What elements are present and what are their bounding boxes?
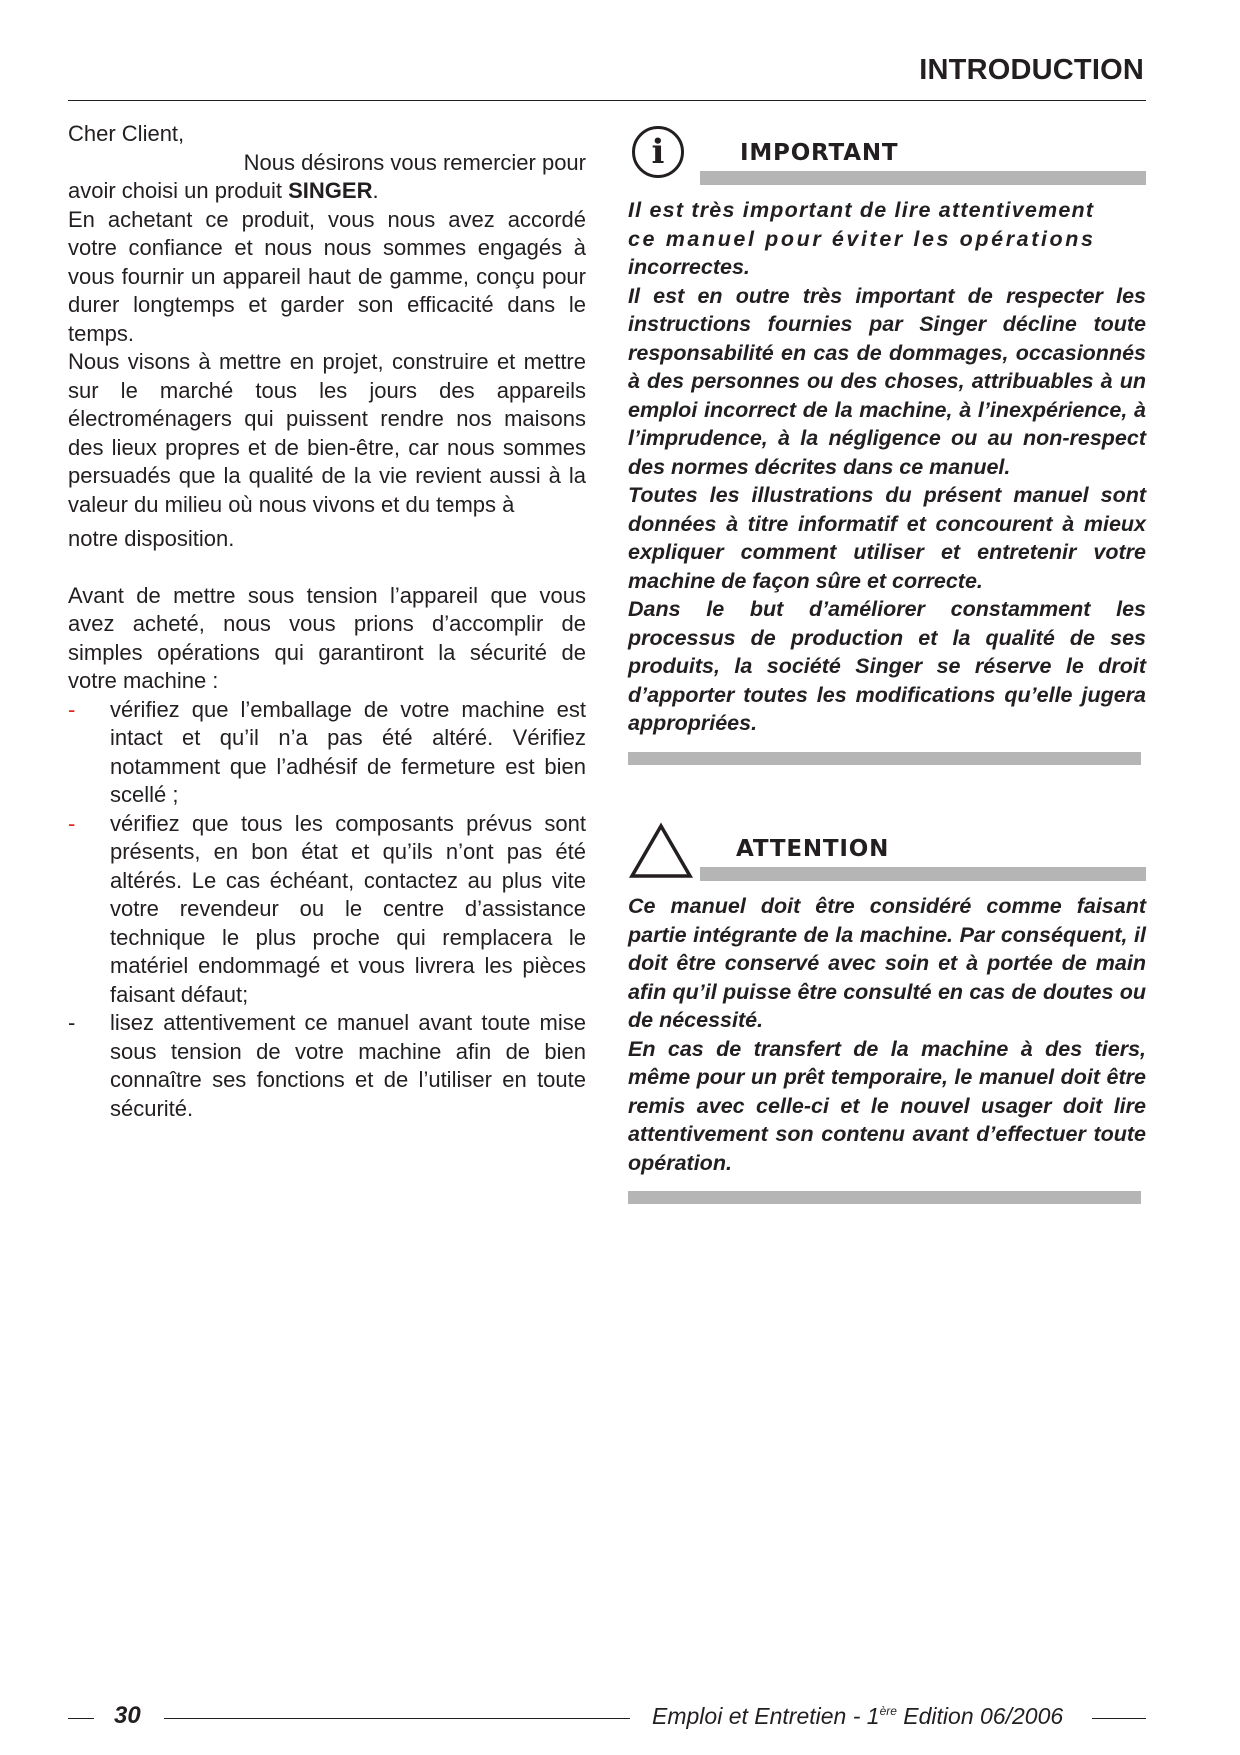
footer-rule-right [1092,1718,1146,1719]
important-paragraph-4: Dans le but d’améliorer constamment les processus de production et la qualité de ses produits, la société Singer se réserve le droit d’apporter toutes les modifications qu’elle jugera appropriées. [628,597,1146,735]
greeting: Cher Client, [68,121,185,146]
page-title: INTRODUCTION [919,54,1144,86]
header-divider [68,100,1146,101]
important-header [628,126,1146,186]
list-item: - vérifiez que tous les composants prévus sont présents, en bon état et qu’ils n’ont pas été altérés. Le cas échéant, contactez au plus vite votre revendeur ou le centre d’assistance technique le plus proche qui remplacera le matériel endommagé et vous livrera les pièces faisant défaut; [68,810,586,1007]
important-body [628,196,1146,738]
important-line-1: Il est très important de lire attentivement [628,198,1095,222]
intro-column [68,120,586,1123]
important-notice [628,126,1146,765]
important-title-bar [700,171,1146,185]
dash-marker: - [68,810,76,836]
dash-marker: - [68,1010,76,1035]
important-title: IMPORTANT [740,140,899,166]
important-bottom-bar [628,752,1141,765]
attention-title: ATTENTION [736,836,890,862]
list-item: - vérifiez que l’emballage de votre machine est intact et qu’il n’a pas été altéré. Vérifiez notamment que l’adhésif de fermeture est bien scellé ; [68,696,586,807]
dash-marker: - [68,696,76,722]
intro-paragraph-2-end: notre disposition. [68,526,235,551]
intro-paragraph-3: Avant de mettre sous tension l’appareil que vous avez acheté, nous vous prions d’accomplir de simples opérations qui garantiront la sécurité de votre machine : [68,582,586,693]
attention-title-bar [700,867,1146,881]
attention-paragraph-2: En cas de transfert de la machine à des tiers, même pour un prêt temporaire, le manuel doit être remis avec celle-ci et le nouvel usager doit lire attentivement son contenu avant d’effectuer toute opération. [628,1036,1146,1175]
attention-body [628,892,1146,1177]
list-item: - lisez attentivement ce manuel avant toute mise sous tension de votre machine afin de bien connaître ses fonctions et de l’utiliser en toute sécurité. [68,1010,586,1121]
footer-rule-middle [164,1718,630,1719]
info-icon: i [632,126,684,178]
attention-paragraph-1: Ce manuel doit être considéré comme faisant partie intégrante de la machine. Par conséquent, il doit être conservé avec soin et à portée de main afin qu’il puisse être consulté en cas de doutes ou de nécessité. [628,894,1146,1032]
page-number: 30 [114,1702,141,1729]
important-line-3: incorrectes. [628,255,750,279]
brand-name: SINGER [288,178,373,203]
attention-notice [628,822,1146,1204]
important-paragraph-3: Toutes les illustrations du présent manuel sont données à titre informatif et concourent à mieux expliquer comment utiliser et entretenir votre machine de façon sûre et correcte. [628,483,1146,593]
edition-info: Emploi et Entretien - 1ère Edition 06/2006 [652,1703,1064,1729]
attention-header [628,822,1146,882]
intro-paragraph-2: Nous visons à mettre en projet, construire et mettre sur le marché tous les jours des appareils électroménagers qui puissent rendre nos maisons des lieux propres et de bien-être, car nous sommes persuadés que la qualité de la vie revient aussi à la valeur du milieu où nous vivons et du temps à [68,349,586,517]
thanks-line: Nous désirons vous remercier pour [243,149,586,175]
thanks-line-2: avoir choisi un produit SINGER. [68,178,379,203]
warning-triangle-icon [628,822,694,880]
attention-bottom-bar [628,1191,1141,1204]
intro-paragraph-1: En achetant ce produit, vous nous avez accordé votre confiance et nous nous sommes engagés à vous fournir un appareil haut de gamme, conçu pour durer longtemps et garder son efficacité dans le temps. [68,206,586,346]
important-paragraph-2: Il est en outre très important de respecter les instructions fournies par Singer décline toute responsabilité en cas de dommages, occasionnés à des personnes ou des choses, attribuables à un emploi incorrect de la machine, à l’inexpérience, à l’imprudence, à la négligence ou au non-respect des normes décrites dans ce manuel. [628,283,1146,479]
checklist [68,696,586,1124]
important-line-2: ce manuel pour éviter les opérations [628,226,1096,251]
footer-rule-left [68,1718,94,1719]
